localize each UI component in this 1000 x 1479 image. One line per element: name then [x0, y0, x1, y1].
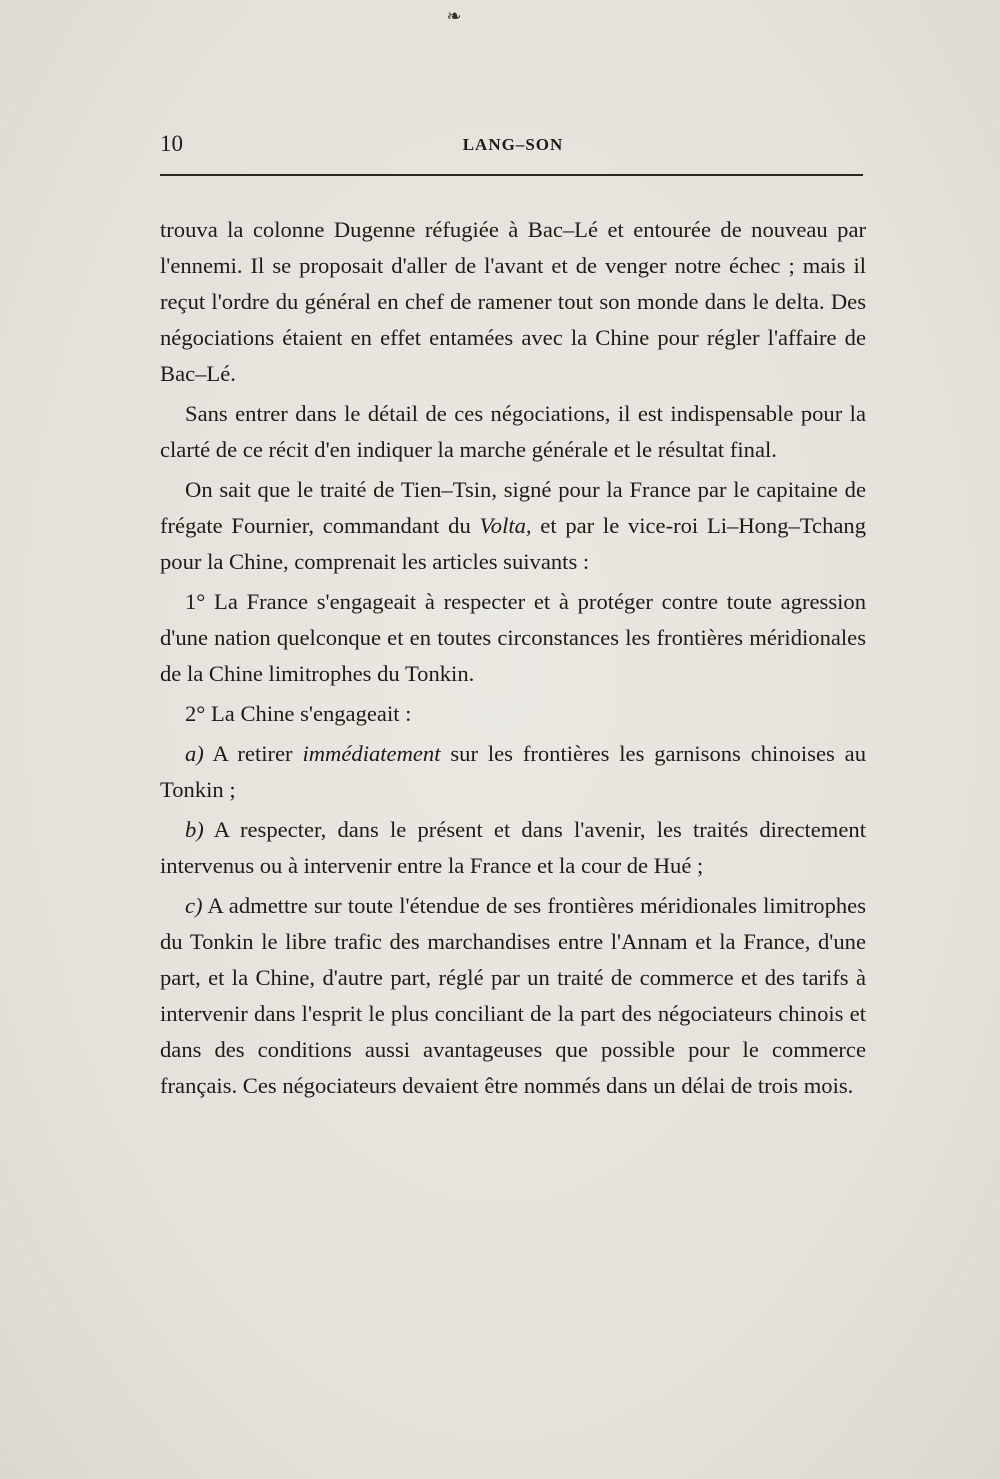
- article-2-heading: 2° La Chine s'engageait :: [185, 701, 412, 726]
- article-2c-text: A admettre sur toute l'étendue de ses frontières méridionales limitrophes du Tonkin le libre trafic des marchandises entre l'Annam et la France, d'une part, et la Chine, d'autre part, réglé par un traité de commerce et des tarifs à intervenir dans l'esprit le plus conciliant de la part des négociateurs chinois et dans des conditions aussi avantageuses que possible pour le commerce français. Ces négociateurs devaient être nommés dans un délai de trois mois.: [160, 893, 866, 1098]
- ship-name: Volta,: [479, 513, 532, 538]
- page-header: [160, 130, 866, 160]
- article-1: 1° La France s'engageait à respecter et à protéger contre toute agression d'une nation quelconque et en toutes circonstances les frontières méridionales de la Chine limitrophes du Tonkin.: [160, 589, 866, 686]
- item-label-a: a): [185, 741, 204, 766]
- emphasis-immediatement: immédiatement: [302, 741, 441, 766]
- article-2a-text-b: sur les frontières les garnisons chinoises au Tonkin ;: [160, 741, 866, 802]
- header-rule: [160, 174, 863, 176]
- body-text: [160, 212, 866, 1108]
- paragraph-1: trouva la colonne Dugenne réfugiée à Bac–Lé et entourée de nouveau par l'ennemi. Il se proposait d'aller de l'avant et de venger notre échec ; mais il reçut l'ordre du général en chef de ramener tout son monde dans le delta. Des négociations étaient en effet entamées avec la Chine pour régler l'affaire de Bac–Lé.: [160, 217, 866, 386]
- article-2a-text-a: A retirer: [203, 741, 303, 766]
- article-2b-text: A respecter, dans le présent et dans l'avenir, les traités directement intervenus ou à intervenir entre la France et la cour de Hué ;: [160, 817, 866, 878]
- paragraph-2: Sans entrer dans le détail de ces négociations, il est indispensable pour la clarté de ce récit d'en indiquer la marche générale et le résultat final.: [160, 401, 866, 462]
- item-label-c: c): [185, 893, 203, 918]
- article-2a: [160, 736, 866, 808]
- page-number: 10: [160, 131, 183, 156]
- running-title: LANG–SON: [462, 135, 564, 154]
- article-2c: [160, 888, 866, 1104]
- item-label-b: b): [185, 817, 204, 842]
- paragraph-3-text-b: et par le vice-roi Li–Hong–Tchang pour la Chine, comprenait les articles suivants :: [160, 513, 866, 574]
- ornament-mark: ❧: [446, 6, 462, 26]
- article-2b: [160, 812, 866, 884]
- paragraph-3-text-a: On sait que le traité de Tien–Tsin, signé pour la France par le capitaine de frégate Fournier, commandant du: [160, 477, 866, 538]
- paragraph-3: [160, 472, 866, 580]
